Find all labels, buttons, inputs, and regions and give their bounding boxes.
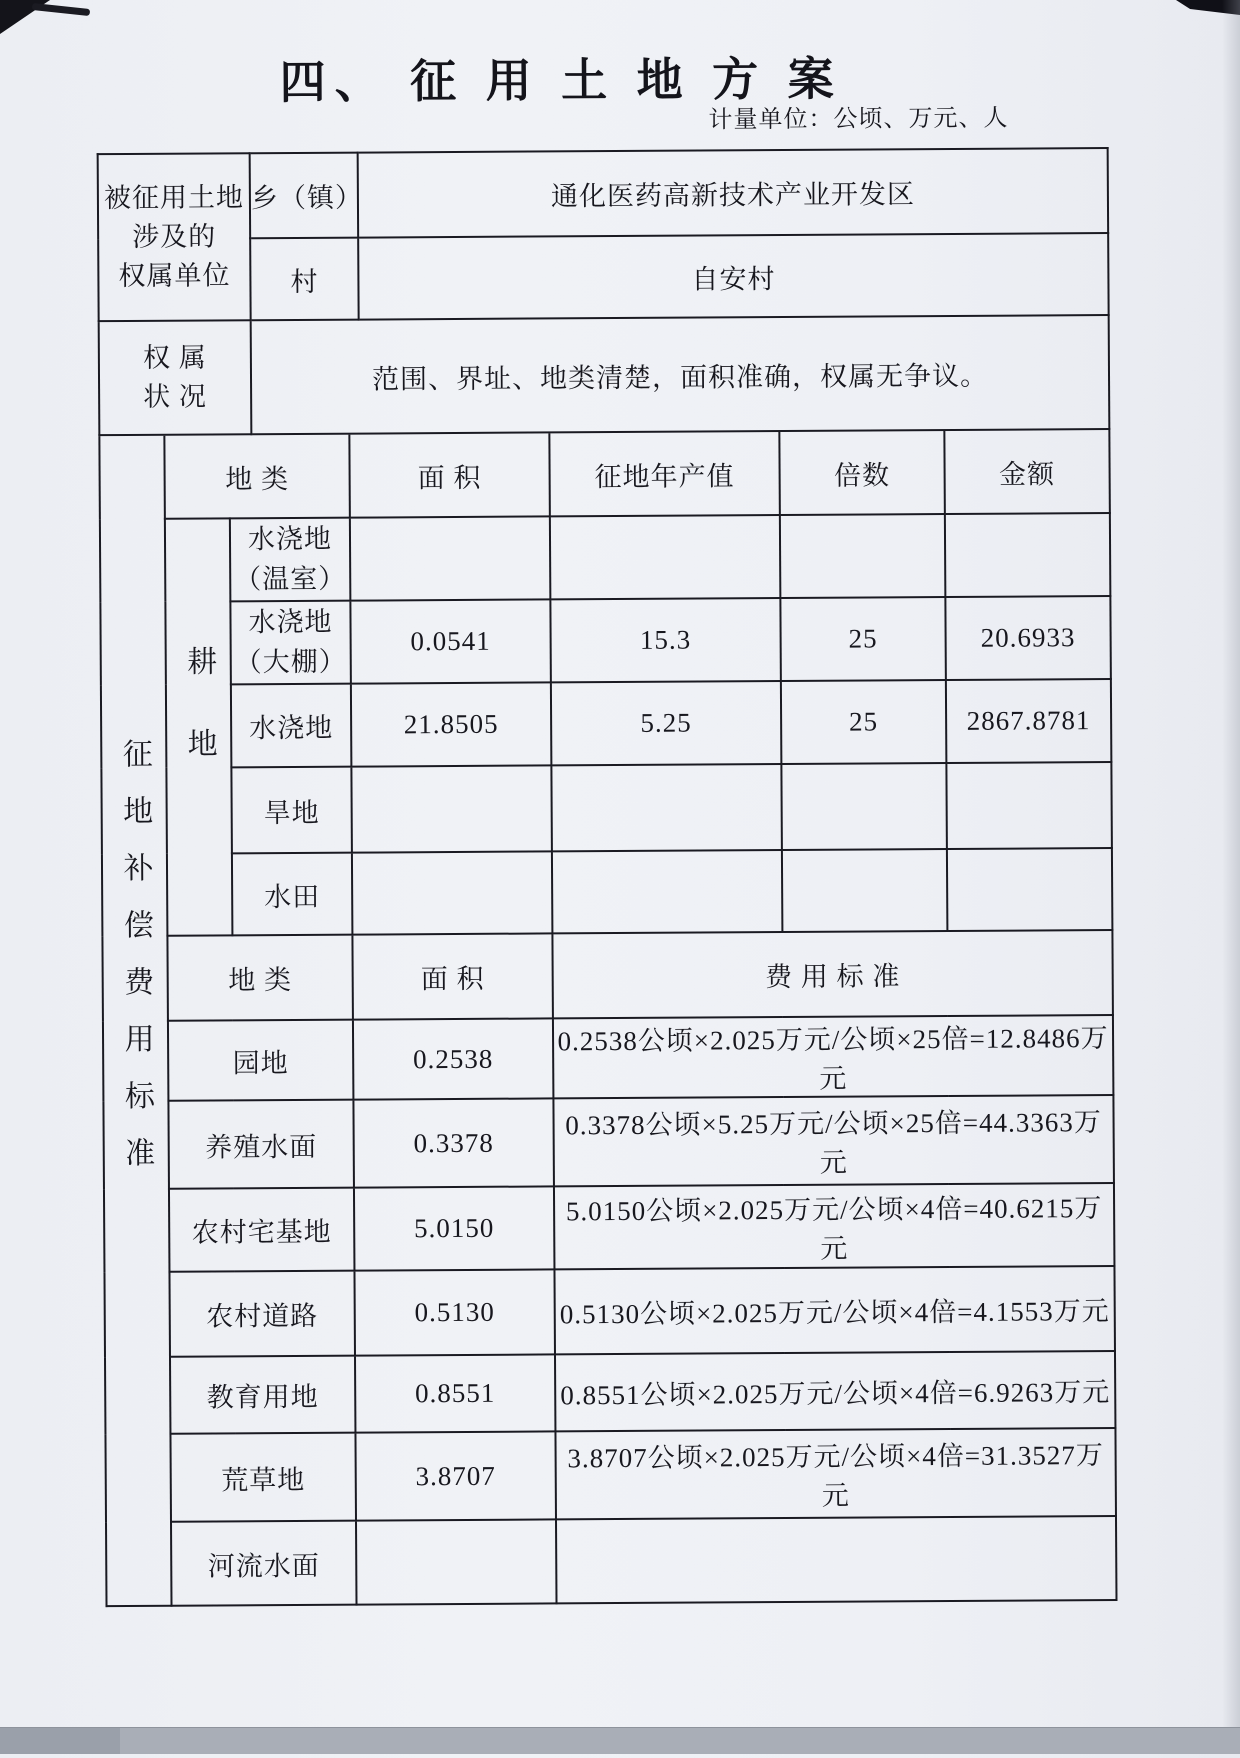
area-cell: 0.2538 (353, 1018, 553, 1099)
area-cell: 21.8505 (351, 682, 552, 766)
area-cell: 0.0541 (350, 599, 551, 683)
multiple-cell: 25 (781, 680, 947, 764)
table-row (105, 1351, 1115, 1434)
compensation-table (98, 430, 1117, 1607)
township-field-value: 通化医药高新技术产业开发区 (358, 148, 1109, 238)
table-row (105, 1428, 1116, 1522)
multiple-cell (782, 849, 947, 932)
compensation-band-cell (99, 436, 171, 1606)
area-cell: 3.8707 (355, 1431, 556, 1520)
multiple-cell: 25 (780, 597, 946, 681)
standard-cell: 0.2538公顷×2.025万元/公顷×25倍=12.8486万元 (553, 1015, 1113, 1098)
table-row (103, 1015, 1113, 1101)
table-row (100, 596, 1110, 685)
tenure-table (98, 316, 1111, 436)
land-type-cell: 园地 (168, 1020, 353, 1101)
standard-cell: 0.8551公顷×2.025万元/公顷×4倍=6.9263万元 (555, 1351, 1115, 1431)
ownership-table (97, 147, 1110, 322)
amount-cell: 2867.8781 (946, 679, 1112, 763)
land-type-cell: 荒草地 (170, 1433, 356, 1522)
standard-cell: 0.3378公顷×5.25万元/公顷×25倍=44.3363万元 (553, 1095, 1114, 1186)
amount-cell: 20.6933 (945, 596, 1111, 680)
area-cell (356, 1519, 557, 1604)
area-cell (352, 851, 552, 934)
page-title: 四、 征 用 土 地 方 案 (56, 41, 1066, 113)
standard-cell: 0.5130公顷×2.025万元/公顷×4倍=4.1553万元 (554, 1266, 1115, 1354)
table-row (101, 762, 1112, 854)
units-note: 计量单位：公顷、万元、人 (96, 97, 1106, 138)
land-type-cell: 养殖水面 (168, 1100, 354, 1189)
standard-cell: 5.0150公顷×2.025万元/公顷×4倍=40.6215万元 (554, 1183, 1114, 1269)
table-row (101, 679, 1111, 768)
scan-artifact-bottom-band (0, 1727, 1240, 1754)
header-area: 面 积 (349, 433, 550, 517)
land-type-cell: 农村宅基地 (169, 1188, 355, 1272)
tenure-label: 权 属 状 况 (99, 321, 252, 435)
land-type-cell: 农村道路 (169, 1271, 355, 1357)
standard-cell (556, 1516, 1117, 1603)
annual-value-cell: 15.3 (550, 598, 781, 682)
amount-cell (947, 848, 1112, 931)
ownership-label: 被征用土地 涉及的 权属单位 (98, 153, 251, 321)
land-type-cell: 教育用地 (170, 1356, 355, 1434)
amount-cell (946, 762, 1112, 849)
area-cell: 0.8551 (355, 1354, 555, 1432)
land-requisition-form (97, 147, 1116, 1607)
area-cell: 0.3378 (353, 1098, 554, 1187)
land-type-cell: 河流水面 (171, 1521, 357, 1606)
header-land-type: 地 类 (164, 435, 350, 519)
fee-header-standard: 费 用 标 准 (552, 930, 1113, 1018)
annual-value-cell (552, 850, 782, 933)
area-cell (351, 765, 552, 852)
table-row (104, 1183, 1114, 1272)
annual-value-cell: 5.25 (551, 681, 782, 765)
tenure-value: 范围、界址、地类清楚，面积准确，权属无争议。 (251, 316, 1110, 434)
area-cell (350, 516, 551, 600)
multiple-cell (780, 514, 946, 598)
land-type-cell: 水浇地 （温室） (230, 518, 351, 602)
village-field-value: 自安村 (358, 233, 1108, 320)
fee-header-area: 面 积 (352, 933, 553, 1019)
header-multiple: 倍数 (779, 431, 945, 515)
annual-value-cell (550, 515, 781, 599)
land-type-cell: 水浇地 （大棚） (230, 601, 351, 685)
table-row (103, 1095, 1114, 1189)
header-annual-value: 征地年产值 (549, 432, 780, 516)
amount-cell (945, 513, 1111, 597)
header-amount: 金额 (944, 430, 1110, 514)
village-field-label: 村 (250, 238, 358, 321)
township-field-label: 乡（镇） (250, 153, 359, 239)
fee-header-land-type: 地 类 (167, 935, 353, 1021)
table-row (104, 1266, 1115, 1357)
table-row (106, 1516, 1116, 1606)
table-row (102, 848, 1112, 936)
land-type-cell: 水田 (232, 853, 352, 936)
land-type-cell: 水浇地 (231, 684, 352, 768)
area-cell: 0.5130 (354, 1269, 555, 1355)
cultivated-land-group-label: 耕地 (183, 645, 214, 809)
land-type-cell: 旱地 (231, 767, 352, 854)
area-cell: 5.0150 (354, 1186, 555, 1270)
cultivated-land-group-cell (165, 518, 233, 935)
compensation-band-label: 征地补偿费用标准 (119, 737, 152, 1193)
multiple-cell (781, 763, 947, 850)
scan-artifact-bottom-left (0, 1728, 120, 1754)
standard-cell: 3.8707公顷×2.025万元/公顷×4倍=31.3527万元 (555, 1428, 1116, 1519)
table-row (100, 513, 1110, 602)
annual-value-cell (551, 764, 782, 851)
